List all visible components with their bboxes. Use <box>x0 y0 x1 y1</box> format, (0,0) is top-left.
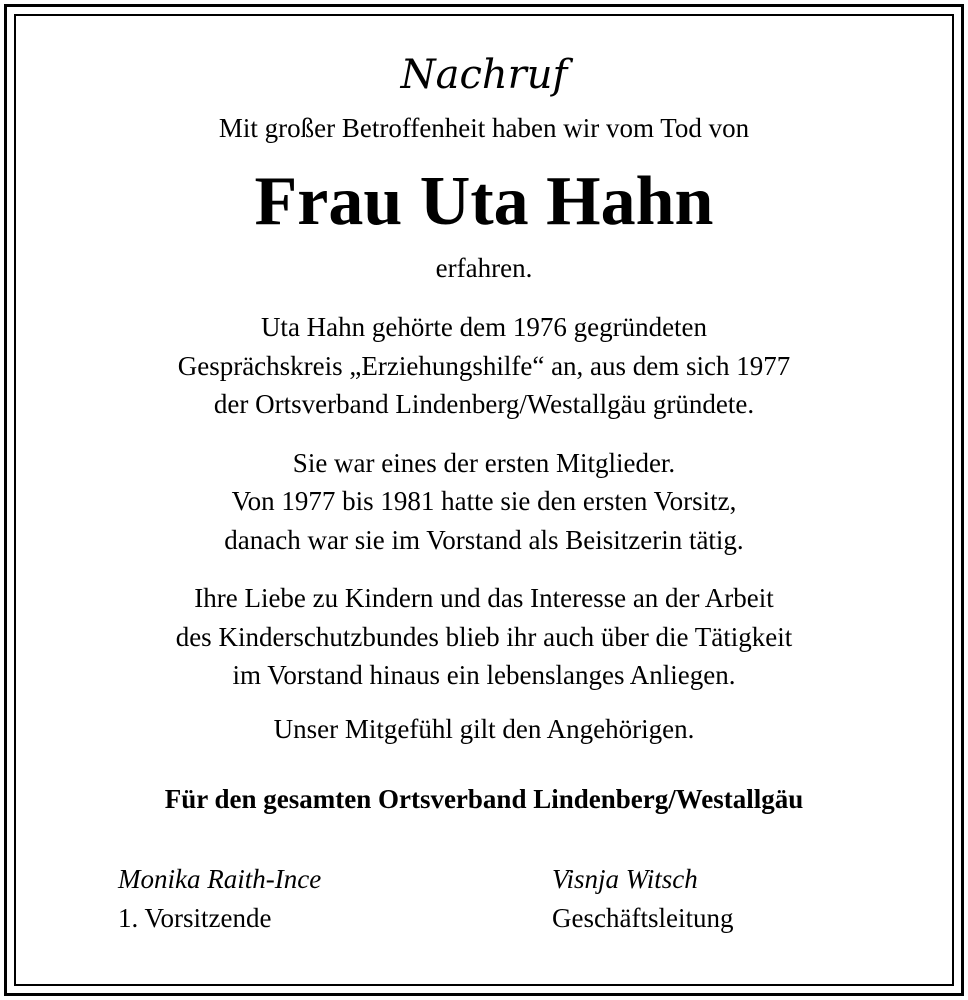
signatory-name: Visnja Witsch <box>552 864 698 894</box>
signatory-role: Geschäftsleitung <box>552 903 734 933</box>
paragraph-line: Ihre Liebe zu Kindern und das Interesse an der Arbeit <box>194 583 774 613</box>
paragraph-dedication <box>20 579 948 695</box>
paragraph-line: im Vorstand hinaus ein lebenslanges Anliegen. <box>232 660 736 690</box>
paragraph-line: Von 1977 bis 1981 hatte sie den ersten Vorsitz, <box>231 486 737 516</box>
paragraph-line: Uta Hahn gehörte dem 1976 gegründeten <box>260 312 708 342</box>
paragraph-membership <box>20 444 948 560</box>
organization-line: Für den gesamten Ortsverband Lindenberg/Westallgäu <box>164 783 804 814</box>
paragraph-line: Gesprächskreis „Erziehungshilfe“ an, aus dem sich 1977 <box>177 350 791 381</box>
signatory-right <box>552 860 733 938</box>
intro-line: Mit großer Betroffenheit haben wir vom Tod von <box>218 113 750 143</box>
paragraph-line: des Kinderschutzbundes blieb ihr auch über die Tätigkeit <box>175 621 793 652</box>
obituary-notice <box>20 20 948 819</box>
paragraph-line: danach war sie im Vorstand als Beisitzerin tätig. <box>224 524 744 555</box>
notice-heading: Nachruf <box>400 52 568 98</box>
condolence-line: Unser Mitgefühl gilt den Angehörigen. <box>273 713 695 744</box>
signatory-left <box>118 860 321 938</box>
intro-end-line: erfahren. <box>435 253 533 283</box>
paragraph-history <box>20 308 948 424</box>
deceased-name: Frau Uta Hahn <box>254 163 714 240</box>
paragraph-line: der Ortsverband Lindenberg/Westallgäu gründete. <box>213 389 755 419</box>
signatory-name: Monika Raith-Ince <box>118 864 322 894</box>
signatory-role: 1. Vorsitzende <box>118 903 272 933</box>
paragraph-line: Sie war eines der ersten Mitglieder. <box>292 447 676 478</box>
